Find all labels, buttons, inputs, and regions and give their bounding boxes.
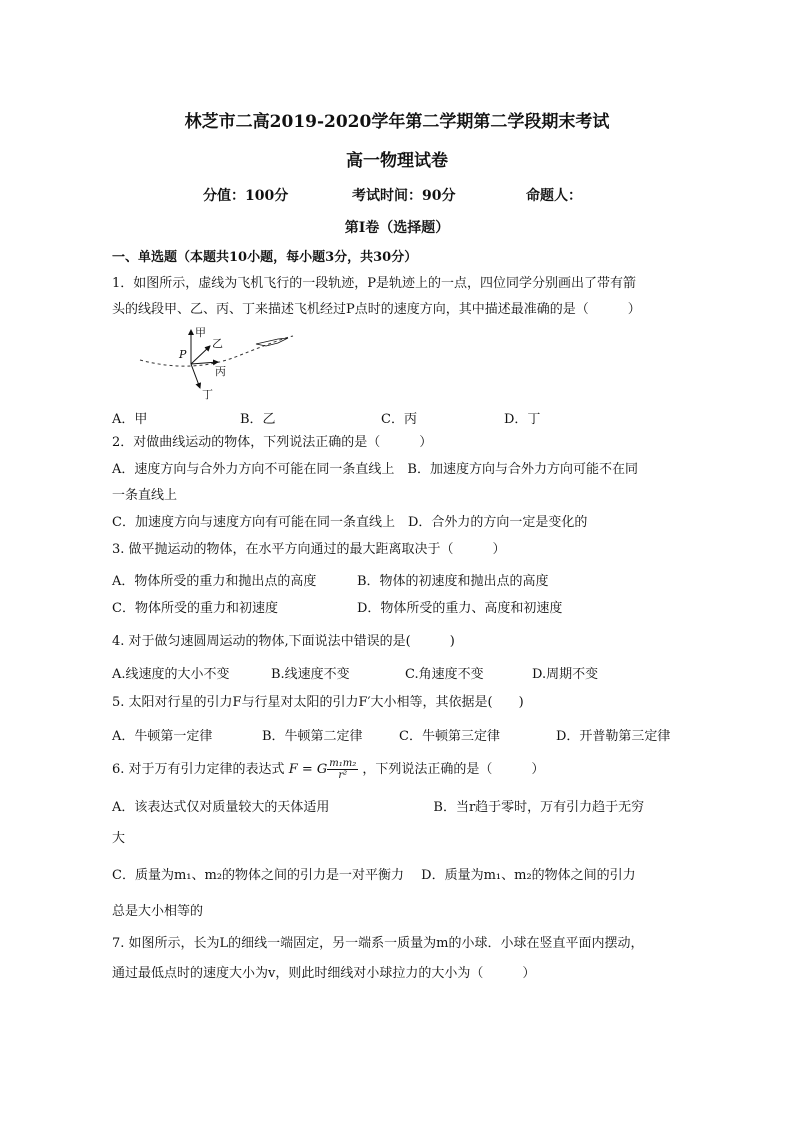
q2-options-ab: A．速度方向与合外力方向不可能在同一条直线上 B．加速度方向与合外力方向可能不在同 bbox=[112, 462, 638, 477]
q1-trajectory-figure bbox=[138, 322, 298, 400]
label-jia: 甲 bbox=[195, 326, 206, 339]
formula-lhs: F = G bbox=[288, 762, 328, 777]
q6-options-ab-cont: 大 bbox=[112, 831, 126, 846]
label-bing: 丙 bbox=[215, 365, 226, 378]
q7-line2: 通过最低点时的速度大小为v，则此时细线对小球拉力的大小为（ ） bbox=[112, 966, 536, 981]
time-info: 考试时间：90分 bbox=[352, 188, 456, 204]
part1-heading: 一、单选题（本题共10小题，每小题3分，共30分） bbox=[112, 250, 418, 265]
label-yi: 乙 bbox=[212, 337, 223, 350]
q5-option-b: B．牛顿第二定律 bbox=[262, 729, 363, 744]
q7-line1: 7. 如图所示，长为L的细线一端固定，另一端系一质量为m的小球．小球在竖直平面内摆动， bbox=[112, 936, 644, 951]
section-title: 第I卷（选择题） bbox=[344, 220, 450, 236]
q1-option-d: D．丁 bbox=[504, 412, 541, 427]
formula-denominator: r² bbox=[338, 770, 348, 781]
q2-options-ab-cont: 一条直线上 bbox=[112, 488, 178, 503]
q4-stem: 4. 对于做匀速圆周运动的物体,下面说法中错误的是( ) bbox=[112, 634, 455, 649]
q3-option-d: D．物体所受的重力、高度和初速度 bbox=[357, 601, 563, 616]
airplane-icon bbox=[256, 338, 288, 346]
q4-option-d: D.周期不变 bbox=[532, 667, 599, 682]
arrow-ding bbox=[191, 364, 200, 388]
q3-option-c: C．物体所受的重力和初速度 bbox=[112, 601, 278, 616]
q3-option-b: B．物体的初速度和抛出点的高度 bbox=[357, 574, 549, 589]
q1-option-c: C．丙 bbox=[381, 412, 417, 427]
q2-options-cd: C．加速度方向与速度方向有可能在同一条直线上 D．合外力的方向一定是变化的 bbox=[112, 515, 588, 530]
q4-option-b: B.线速度不变 bbox=[271, 667, 350, 682]
q1-line1: 1．如图所示，虚线为飞机飞行的一段轨迹，P是轨迹上的一点，四位同学分别画出了带有箭 bbox=[112, 276, 637, 291]
q6-stem-pre: 6. 对于万有引力定律的表达式 bbox=[112, 762, 285, 777]
q3-option-a: A．物体所受的重力和抛出点的高度 bbox=[112, 574, 317, 589]
q1-line2: 头的线段甲、乙、丙、丁来描述飞机经过P点时的速度方向，其中描述最准确的是（ ） bbox=[112, 302, 641, 317]
arrow-yi bbox=[191, 346, 210, 364]
q3-stem: 3. 做平抛运动的物体，在水平方向通过的最大距离取决于（ ） bbox=[112, 542, 506, 557]
q1-option-b: B．乙 bbox=[240, 412, 276, 427]
q6-stem-post: ，下列说法正确的是（ ） bbox=[362, 762, 545, 777]
q5-option-a: A．牛顿第一定律 bbox=[112, 729, 213, 744]
label-p: P bbox=[179, 348, 187, 361]
q6-options-cd-cont: 总是大小相等的 bbox=[112, 904, 204, 919]
q6-stem bbox=[112, 758, 544, 781]
q4-option-a: A.线速度的大小不变 bbox=[112, 667, 230, 682]
q1-option-a: A．甲 bbox=[112, 412, 148, 427]
gravity-formula bbox=[289, 758, 359, 781]
score-info: 分值：100分 bbox=[203, 188, 289, 204]
q5-option-d: D．开普勒第三定律 bbox=[556, 729, 671, 744]
q2-stem: 2．对做曲线运动的物体，下列说法正确的是（ ） bbox=[112, 435, 433, 450]
formula-numerator: m₁m₂ bbox=[329, 758, 357, 769]
q5-stem: 5. 太阳对行星的引力F与行星对太阳的引力F′大小相等，其依据是( ) bbox=[112, 695, 524, 710]
formula-fraction bbox=[327, 758, 358, 781]
exam-subtitle: 高一物理试卷 bbox=[346, 151, 448, 171]
exam-title: 林芝市二高2019-2020学年第二学期第二学段期末考试 bbox=[184, 112, 610, 132]
author-info: 命题人： bbox=[526, 188, 582, 204]
q4-option-c: C.角速度不变 bbox=[405, 667, 484, 682]
q5-option-c: C．牛顿第三定律 bbox=[399, 729, 500, 744]
label-ding: 丁 bbox=[202, 388, 213, 400]
q6-options-ab: A．该表达式仅对质量较大的天体适用 B．当r趋于零时，万有引力趋于无穷 bbox=[112, 800, 645, 815]
q6-options-cd: C．质量为m₁、m₂的物体之间的引力是一对平衡力 D．质量为m₁、m₂的物体之间的引力 bbox=[112, 868, 636, 883]
